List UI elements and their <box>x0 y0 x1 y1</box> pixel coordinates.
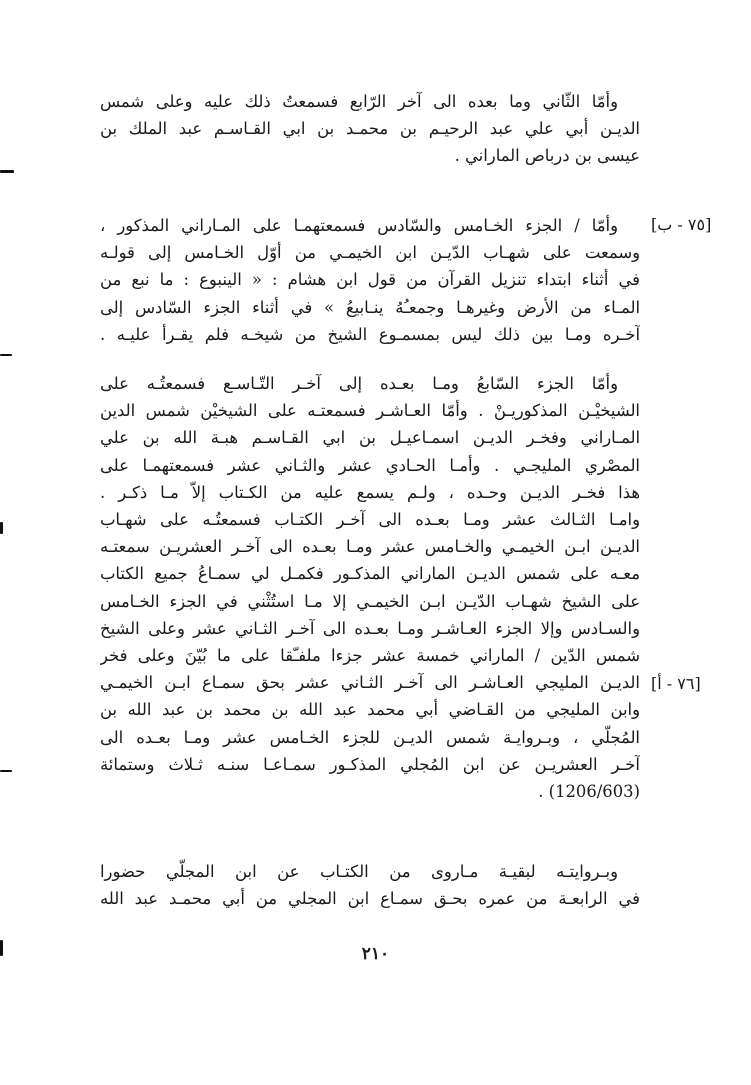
text-line: (1206/603) . <box>538 782 640 802</box>
text-line: وامـا الثـالث عشر ومـا بعـده الى آخـر الكتـاب فسمعتُـه على شهـاب <box>100 510 640 530</box>
text-line: وبـروايتـه لبقيـة مـاروى من الكتـاب عن ابن المجلّي حضورا <box>100 862 618 881</box>
text-line: في الرابعـة من عمره بحـق سمـاع ابن المجلي من أبي محمـد عبد الله <box>100 889 640 909</box>
scan-edge-mark <box>0 522 3 534</box>
page-number: ٢١٠ <box>361 944 390 964</box>
text-line: وابن المليجي من القـاضي أبي محمد عبد الله بن محمد بن عبد الله بن <box>100 700 640 720</box>
text-line: وسمعت على شهـاب الدّيـن ابن الخيمـي من أوّل الخـامس إلى قولـه <box>100 243 640 263</box>
text-line: في أثناء ابتداء تنزيل القرآن من قول ابن هشام : « الينبوع : ما نبع من <box>100 270 640 290</box>
text-line: على الشيخ شهـاب الدّيـن ابـن الخيمـي إلا مـا استُثْني في الجزء الخـامس <box>100 591 640 611</box>
text-line: والسـادس وإلا الجزء العـاشـر ومـا بعـده الى آخـر الثـاني عشر وعلى الشيخ <box>100 618 640 638</box>
scan-edge-mark <box>0 770 12 772</box>
text-line: شمس الدّين / الماراني خمسة عشر جزءا ملفـّقا على ما بُيّنَ وعلى فخر <box>100 646 640 666</box>
paragraph <box>100 858 640 912</box>
text-line: المـاء من الأرض وغيرهـا وجمعـُهُ ينـابيعُ » في أثناء الجزء السّادس إلى <box>100 297 640 317</box>
text-line: المُجلّي ، وبـروايـة شمس الديـن للجزء الخـامس عشر ومـا بعـده الى <box>100 727 640 747</box>
scan-edge-mark <box>0 354 12 356</box>
paragraph <box>100 212 640 348</box>
paragraph <box>100 370 640 805</box>
text-line: وأمّا / الجزء الخـامس والسّادس فسمعتهمـا على المـاراني المذكور ، <box>100 216 618 235</box>
text-line: هذا فخـر الديـن وحـده ، ولـم يسمع عليه من الكـتاب إلاّ مـا ذكـر . <box>100 482 640 502</box>
text-line: الديـن ابـن الخيمـي والخـامس عشر ومـا بعـده الى آخـر العشريـن سمعتـه <box>100 537 640 557</box>
margin-reference: [٧٦ - أ] <box>651 674 701 693</box>
text-line: وأمّا الجزء السّابعُ ومـا بعـده إلى آخـر التّـاسـع فسمعتُـه على <box>100 374 618 393</box>
text-line: وأمّا الثّاني وما بعده الى آخر الرّابع فسمعتُ ذلك عليه وعلى شمس <box>100 92 618 111</box>
text-line: الديـن المليجي العـاشـر الى آخـر الثـاني عشر بحق سمـاع ابـن الخيمـي <box>100 673 640 693</box>
text-line: عيسى بن درباص الماراني . <box>454 146 640 166</box>
scan-edge-mark <box>0 170 14 173</box>
text-line: معـه على شمس الديـن الماراني المذكـور فكمـل لي سمـاعُ جميع الكتاب <box>100 564 640 584</box>
margin-reference: [٧٥ - ب] <box>651 215 712 234</box>
text-line: المصْري المليجـي . وأمـا الحـادي عشر والثـاني عشر فسمعتهمـا على <box>100 455 640 475</box>
text-line: آخـره ومـا بين ذلك ليس بمسمـوع الشيخ من شيخـه فلم يقـرأ عليـه . <box>100 324 640 344</box>
text-line: المـاراني وفخـر الديـن اسمـاعيـل بن ابي القـاسـم هبـة الله بن علي <box>100 428 640 448</box>
paragraph <box>100 88 640 170</box>
text-line: الشيخيْـن المذكوريـنْ . وأمّا العـاشـر فسمعتـه على الشيخيْن شمس الدين <box>100 401 640 421</box>
text-line: الديـن أبي علي عبد الرحيـم بن محمـد بن ابي القـاسـم عبد الملك بن <box>100 119 640 139</box>
text-line: آخـر العشريـن عن ابن المُجلي المذكـور سمـاعـا سنـه ثـلاث وستمائة <box>100 754 640 774</box>
